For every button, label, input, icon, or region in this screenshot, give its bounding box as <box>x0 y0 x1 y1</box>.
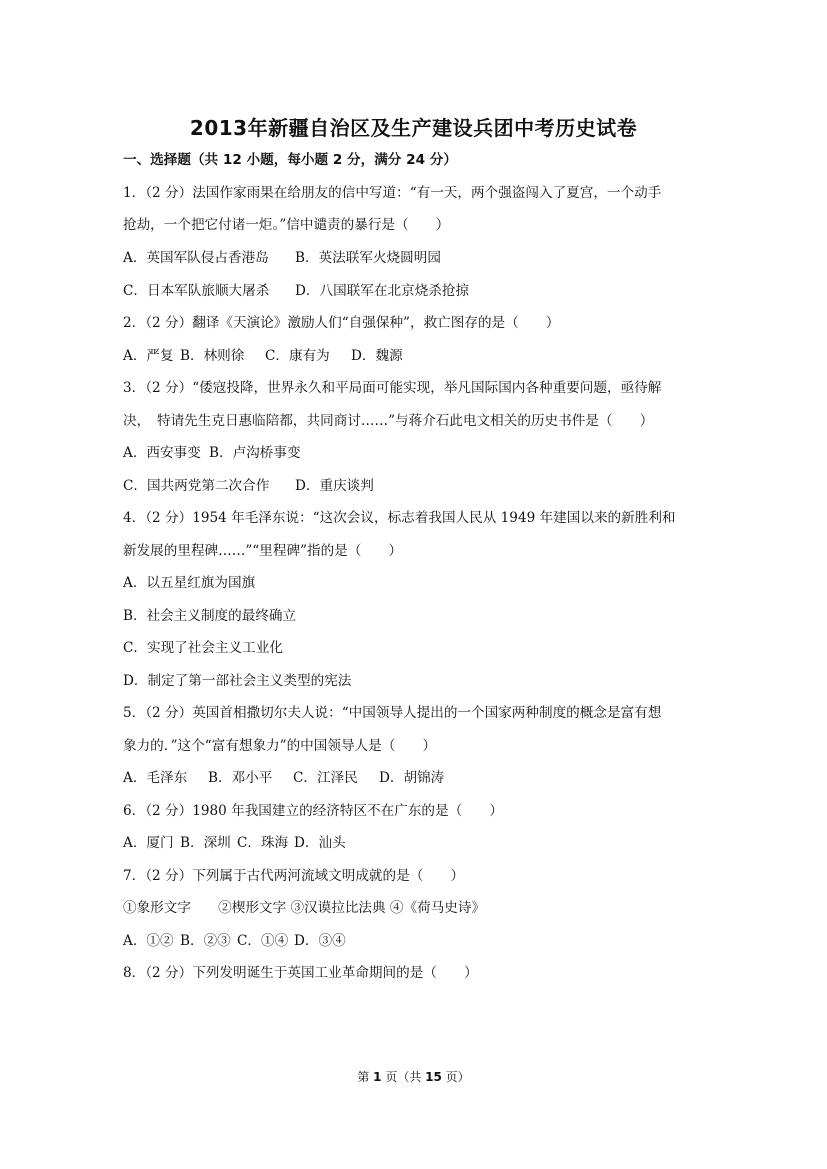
question-1-option-d: D．八国联军在北京烧杀抢掠 <box>295 283 470 299</box>
question-2-option-d: D．魏源 <box>351 348 403 364</box>
question-6-option-a: A．厦门 <box>123 835 174 851</box>
question-3-option-c: C．国共两党第二次合作 <box>123 478 270 494</box>
question-5-stem-line-2: 象力的．”这个“富有想象力”的中国领导人是（ ） <box>123 738 437 754</box>
question-4-stem-line-2: 新发展的里程碑……”“里程碑”指的是（ ） <box>123 543 403 559</box>
question-6-option-c: C．珠海 <box>237 835 289 851</box>
question-3-option-b: B．卢沟桥事变 <box>209 445 301 461</box>
footer-prefix: 第 <box>357 1070 374 1084</box>
question-3-options-row-2 <box>123 476 713 496</box>
question-3-option-d: D．重庆谈判 <box>295 478 374 494</box>
question-6-options-row <box>123 833 713 853</box>
question-1-options-row-2 <box>123 281 713 301</box>
question-3-options-row-1 <box>123 443 713 463</box>
question-1-option-a: A．英国军队侵占香港岛 <box>123 250 269 266</box>
question-5-stem-line-1: 5．（2 分）英国首相撒切尔夫人说：“中国领导人提出的一个国家两种制度的概念是富有想 <box>123 705 662 721</box>
question-6-option-b: B．深圳 <box>180 835 231 851</box>
question-4-option-a: A．以五星红旗为国旗 <box>123 575 256 591</box>
question-8-stem: 8．（2 分）下列发明诞生于英国工业革命期间的是（ ） <box>123 965 478 981</box>
page-footer <box>0 1068 827 1085</box>
question-3-option-a: A．西安事变 <box>123 445 201 461</box>
section-heading: 一、选择题（共 12 小题，每小题 2 分，满分 24 分） <box>123 152 457 168</box>
exam-title: 2013年新疆自治区及生产建设兵团中考历史试卷 <box>189 116 638 140</box>
question-3-stem-line-1: 3．（2 分）“倭寇投降，世界永久和平局面可能实现，举凡国际国内各种重要问题，亟待解 <box>123 380 662 396</box>
question-2-stem: 2．（2 分）翻译《天演论》激励人们“自强保种”，救亡图存的是（ ） <box>123 315 560 331</box>
question-1-option-c: C．日本军队旅顺大屠杀 <box>123 283 270 299</box>
question-2-option-a: A．严复 <box>123 348 174 364</box>
question-7-option-d: D．③④ <box>294 933 346 949</box>
question-5-option-b: B．邓小平 <box>208 770 273 786</box>
question-6-stem: 6．（2 分）1980 年我国建立的经济特区不在广东的是（ ） <box>123 803 503 819</box>
question-6-option-d: D．汕头 <box>294 835 346 851</box>
footer-suffix: 页） <box>441 1070 470 1084</box>
question-2-option-b: B．林则徐 <box>180 348 245 364</box>
question-7-option-c: C．①④ <box>237 933 289 949</box>
question-2-option-c: C．康有为 <box>265 348 330 364</box>
question-1-options-row-1 <box>123 248 713 268</box>
question-4-option-b: B．社会主义制度的最终确立 <box>123 608 297 624</box>
footer-middle: 页（共 <box>381 1070 426 1084</box>
question-1-stem-line-1: 1．（2 分）法国作家雨果在给朋友的信中写道：“有一天，两个强盗闯入了夏宫，一个动手 <box>123 185 662 201</box>
question-5-options-row <box>123 768 713 788</box>
question-7-options-row <box>123 931 713 951</box>
question-5-option-d: D．胡锦涛 <box>379 770 445 786</box>
question-7-option-b: B．②③ <box>180 933 231 949</box>
footer-total-pages: 15 <box>425 1070 442 1084</box>
question-1-stem-line-2: 抢劫，一个把它付诸一炬。”信中谴责的暴行是（ ） <box>123 217 450 233</box>
question-2-options-row <box>123 346 713 366</box>
question-5-option-a: A．毛泽东 <box>123 770 188 786</box>
question-4-option-c: C．实现了社会主义工业化 <box>123 640 283 656</box>
question-1-option-b: B．英法联军火烧圆明园 <box>295 250 441 266</box>
question-5-option-c: C．江泽民 <box>293 770 358 786</box>
question-4-option-d: D．制定了第一部社会主义类型的宪法 <box>123 673 352 689</box>
question-7-option-a: A．①② <box>123 933 174 949</box>
question-7-stem-line-1: 7．（2 分）下列属于古代两河流域文明成就的是（ ） <box>123 868 465 884</box>
question-7-stem-line-2: ①象形文字 ②楔形文字 ③汉谟拉比法典 ④《荷马史诗》 <box>123 900 486 916</box>
footer-page-number: 1 <box>373 1070 382 1084</box>
question-4-stem-line-1: 4．（2 分）1954 年毛泽东说：“这次会议，标志着我国人民从 1949 年建国以来的新胜利和 <box>123 510 676 526</box>
question-3-stem-line-2: 决， 特请先生克日惠临陪都，共同商讨……”与蒋介石此电文相关的历史书件是（ ） <box>123 413 654 429</box>
